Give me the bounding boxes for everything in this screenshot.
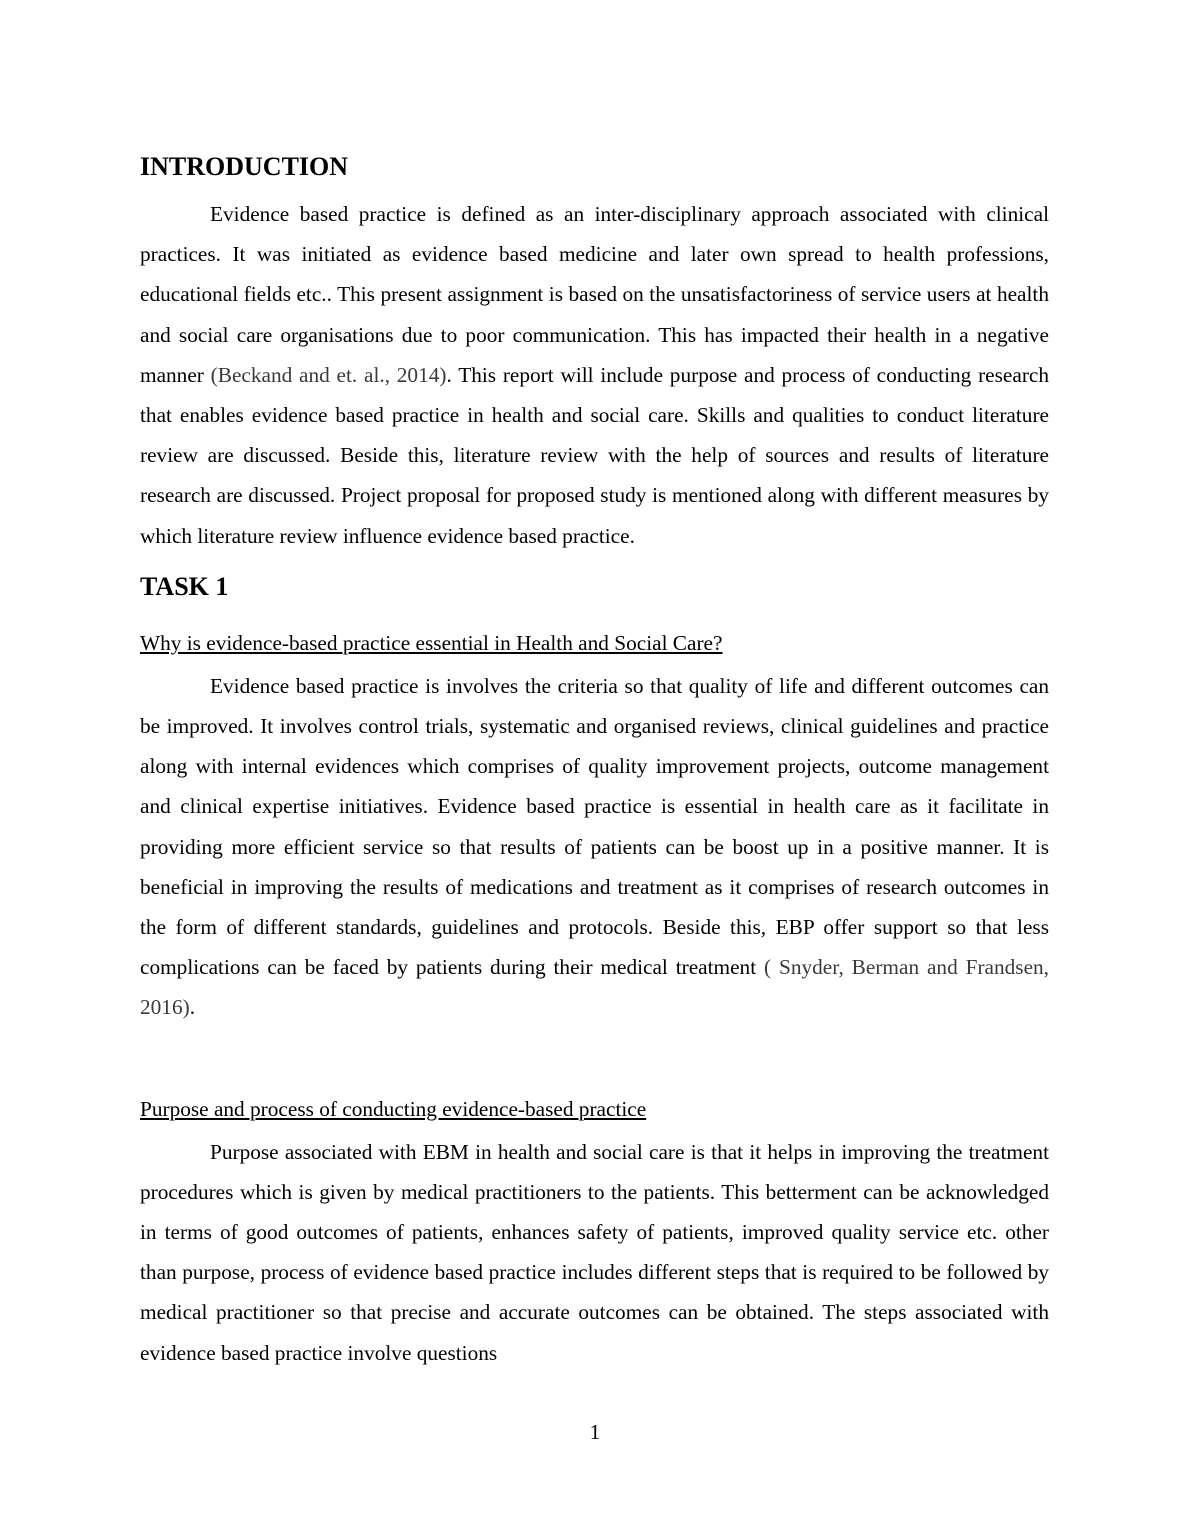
section2-paragraph: Purpose associated with EBM in health and social care is that it helps in improving the treatment procedures which is given by medical practitioners to the patients. This betterment can be acknowledged in terms of good outcomes of patients, enhances safety of patients, improved quality service etc. other than purpose, process of evidence based practice includes different steps that is required to be followed by medical practitioner so that precise and accurate outcomes can be obtained. The steps associated with evidence based practice involve questions <box>140 1139 1049 1365</box>
introduction-heading: INTRODUCTION <box>140 152 349 181</box>
page-number: 1 <box>589 1420 601 1444</box>
document-page <box>140 150 1049 1373</box>
task1-heading: TASK 1 <box>140 571 229 601</box>
section1-title: Why is evidence-based practice essential in Health and Social Care? <box>140 630 723 655</box>
section1-text-part1: Evidence based practice is involves the criteria so that quality of life and different outcomes can be improved. It involves control trials, systematic and organised reviews, clinical guidelines and practice along with internal evidences which comprises of quality improvement projects, outcome management and clinical expertise initiatives. Evidence based practice is essential in health care as it facilitate in providing more efficient service so that results of patients can be boost up in a positive manner. It is beneficial in improving the results of medications and treatment as it comprises of research outcomes in the form of different standards, guidelines and protocols. Beside this, EBP offer support so that less complications can be faced by patients during their medical treatment <box>140 673 1049 980</box>
introduction-text-part1: Evidence based practice is defined as an inter-disciplinary approach associated with clinical practices. It was initiated as evidence based medicine and later own spread to health professions, educational fields etc.. This present assignment is based on the unsatisfactoriness of service users at health and social care organisations due to poor communication. This has impacted their health in a negative manner <box>140 202 1049 387</box>
introduction-text-part2: . This report will include purpose and process of conducting research that enables evidence based practice in health and social care. Skills and qualities to conduct literature review are discussed. Beside this, literature review with the help of sources and results of literature research are discussed. Project proposal for proposed study is mentioned along with different measures by which literature review influence evidence based practice. <box>140 362 1050 548</box>
section2-title: Purpose and process of conducting evidence-based practice <box>140 1096 647 1121</box>
section1-paragraph <box>140 666 1049 1028</box>
section1-text-part2: . <box>189 995 196 1020</box>
section1-citation: ( Snyder, Berman and Frandsen, 2016) <box>140 955 1049 1020</box>
introduction-paragraph <box>140 194 1049 556</box>
introduction-citation: (Beckand and et. al., 2014) <box>210 362 447 387</box>
